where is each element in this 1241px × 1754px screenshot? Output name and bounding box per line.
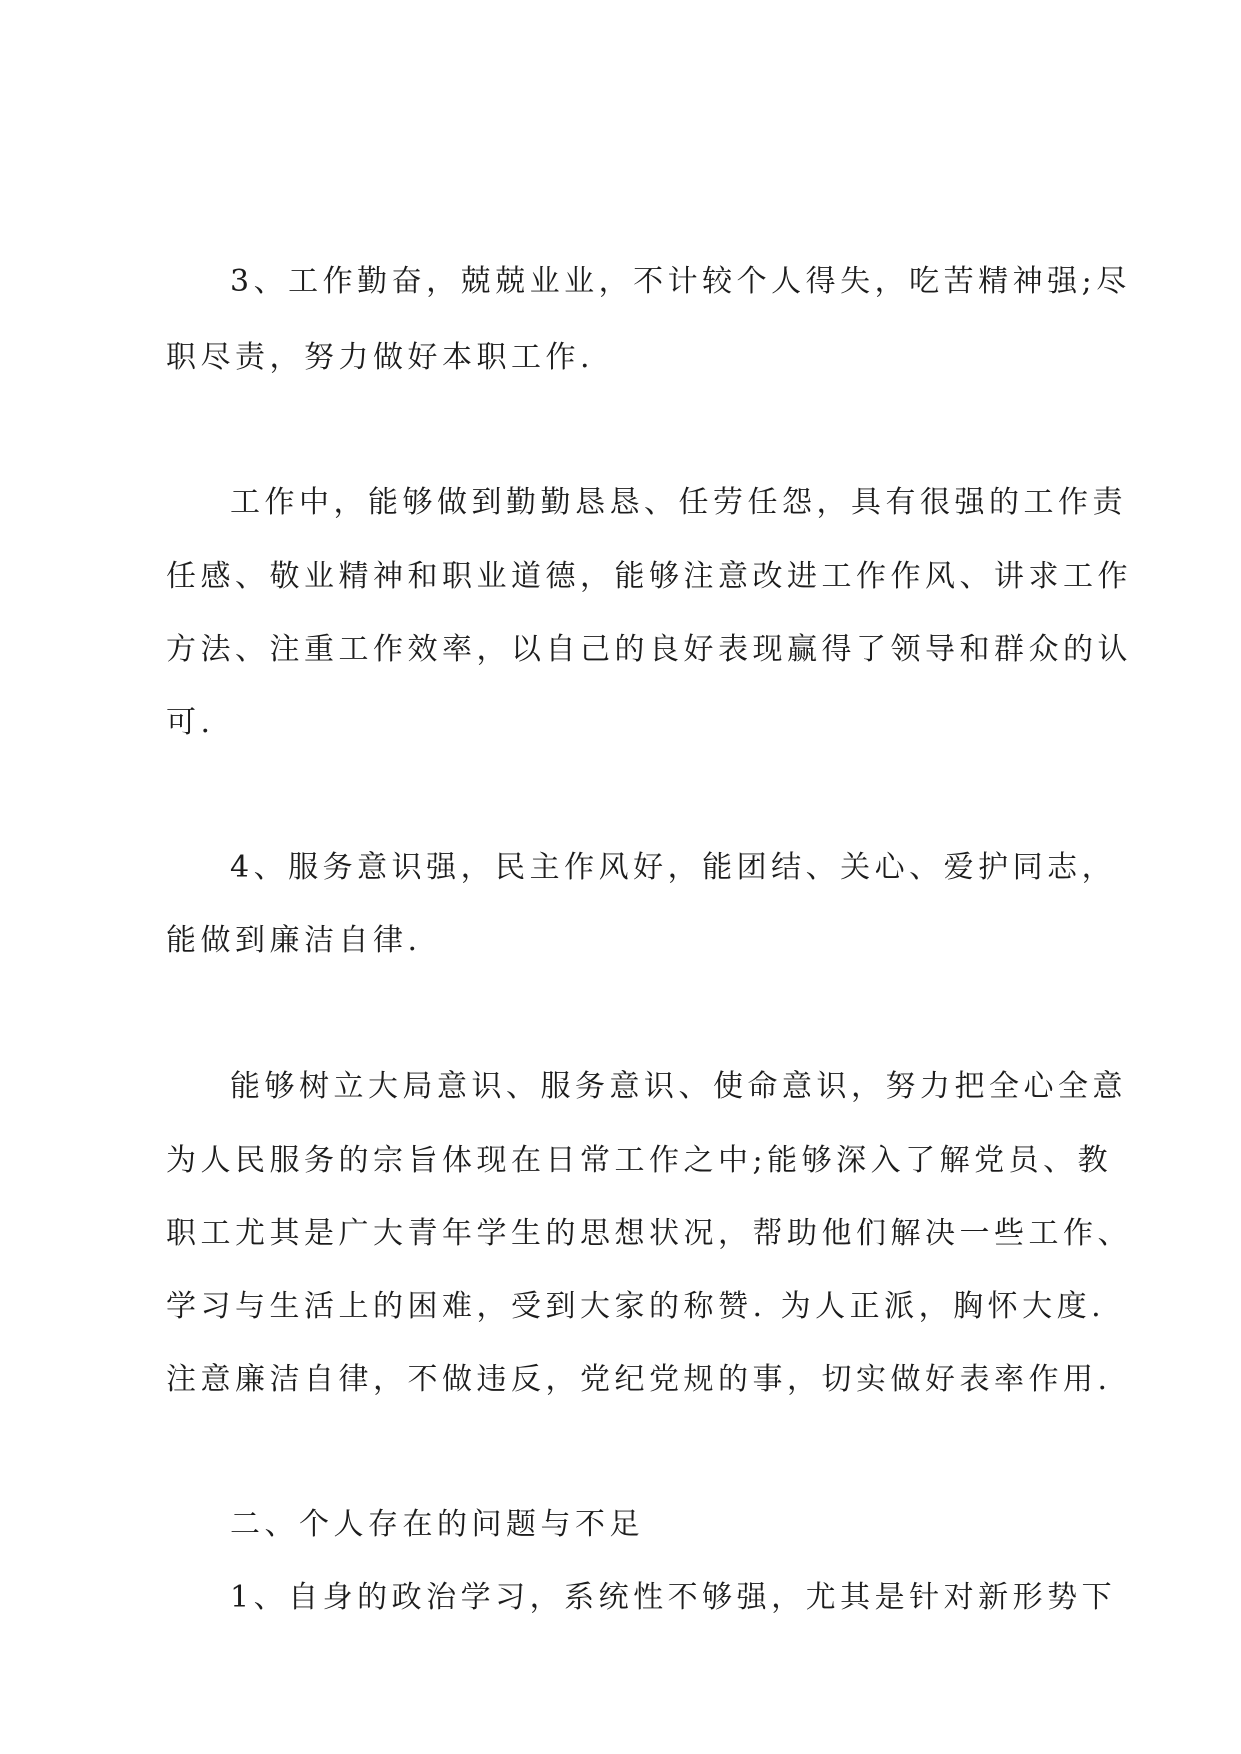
paragraph-line: 能做到廉洁自律. [166, 923, 422, 958]
paragraph-line: 可. [166, 705, 215, 740]
paragraph-line: 方法、注重工作效率，以自己的良好表现赢得了领导和群众的认 [166, 632, 1132, 667]
paragraph-line: 能够树立大局意识、服务意识、使命意识，努力把全心全意 [230, 1069, 1127, 1104]
paragraph-line: 学习与生活上的困难，受到大家的称赞. 为人正派，胸怀大度. [166, 1289, 1106, 1324]
paragraph-line: 工作中，能够做到勤勤恳恳、任劳任怨，具有很强的工作责 [230, 485, 1127, 520]
paragraph-line: 3、工作勤奋，兢兢业业，不计较个人得失，吃苦精神强;尽 [230, 264, 1131, 299]
paragraph-line: 任感、敬业精神和职业道德，能够注意改进工作作风、讲求工作 [166, 559, 1132, 594]
paragraph-line: 注意廉洁自律，不做违反，党纪党规的事，切实做好表率作用. [166, 1362, 1112, 1397]
paragraph-line: 职尽责，努力做好本职工作. [166, 340, 595, 375]
section-heading: 二、个人存在的问题与不足 [230, 1507, 644, 1542]
paragraph-line: 4、服务意识强，民主作风好，能团结、关心、爱护同志， [230, 850, 1117, 885]
paragraph-line: 职工尤其是广大青年学生的思想状况，帮助他们解决一些工作、 [166, 1216, 1132, 1251]
paragraph-line: 为人民服务的宗旨体现在日常工作之中;能够深入了解党员、教 [166, 1143, 1113, 1178]
paragraph-line: 1、自身的政治学习，系统性不够强，尤其是针对新形势下 [230, 1580, 1117, 1615]
